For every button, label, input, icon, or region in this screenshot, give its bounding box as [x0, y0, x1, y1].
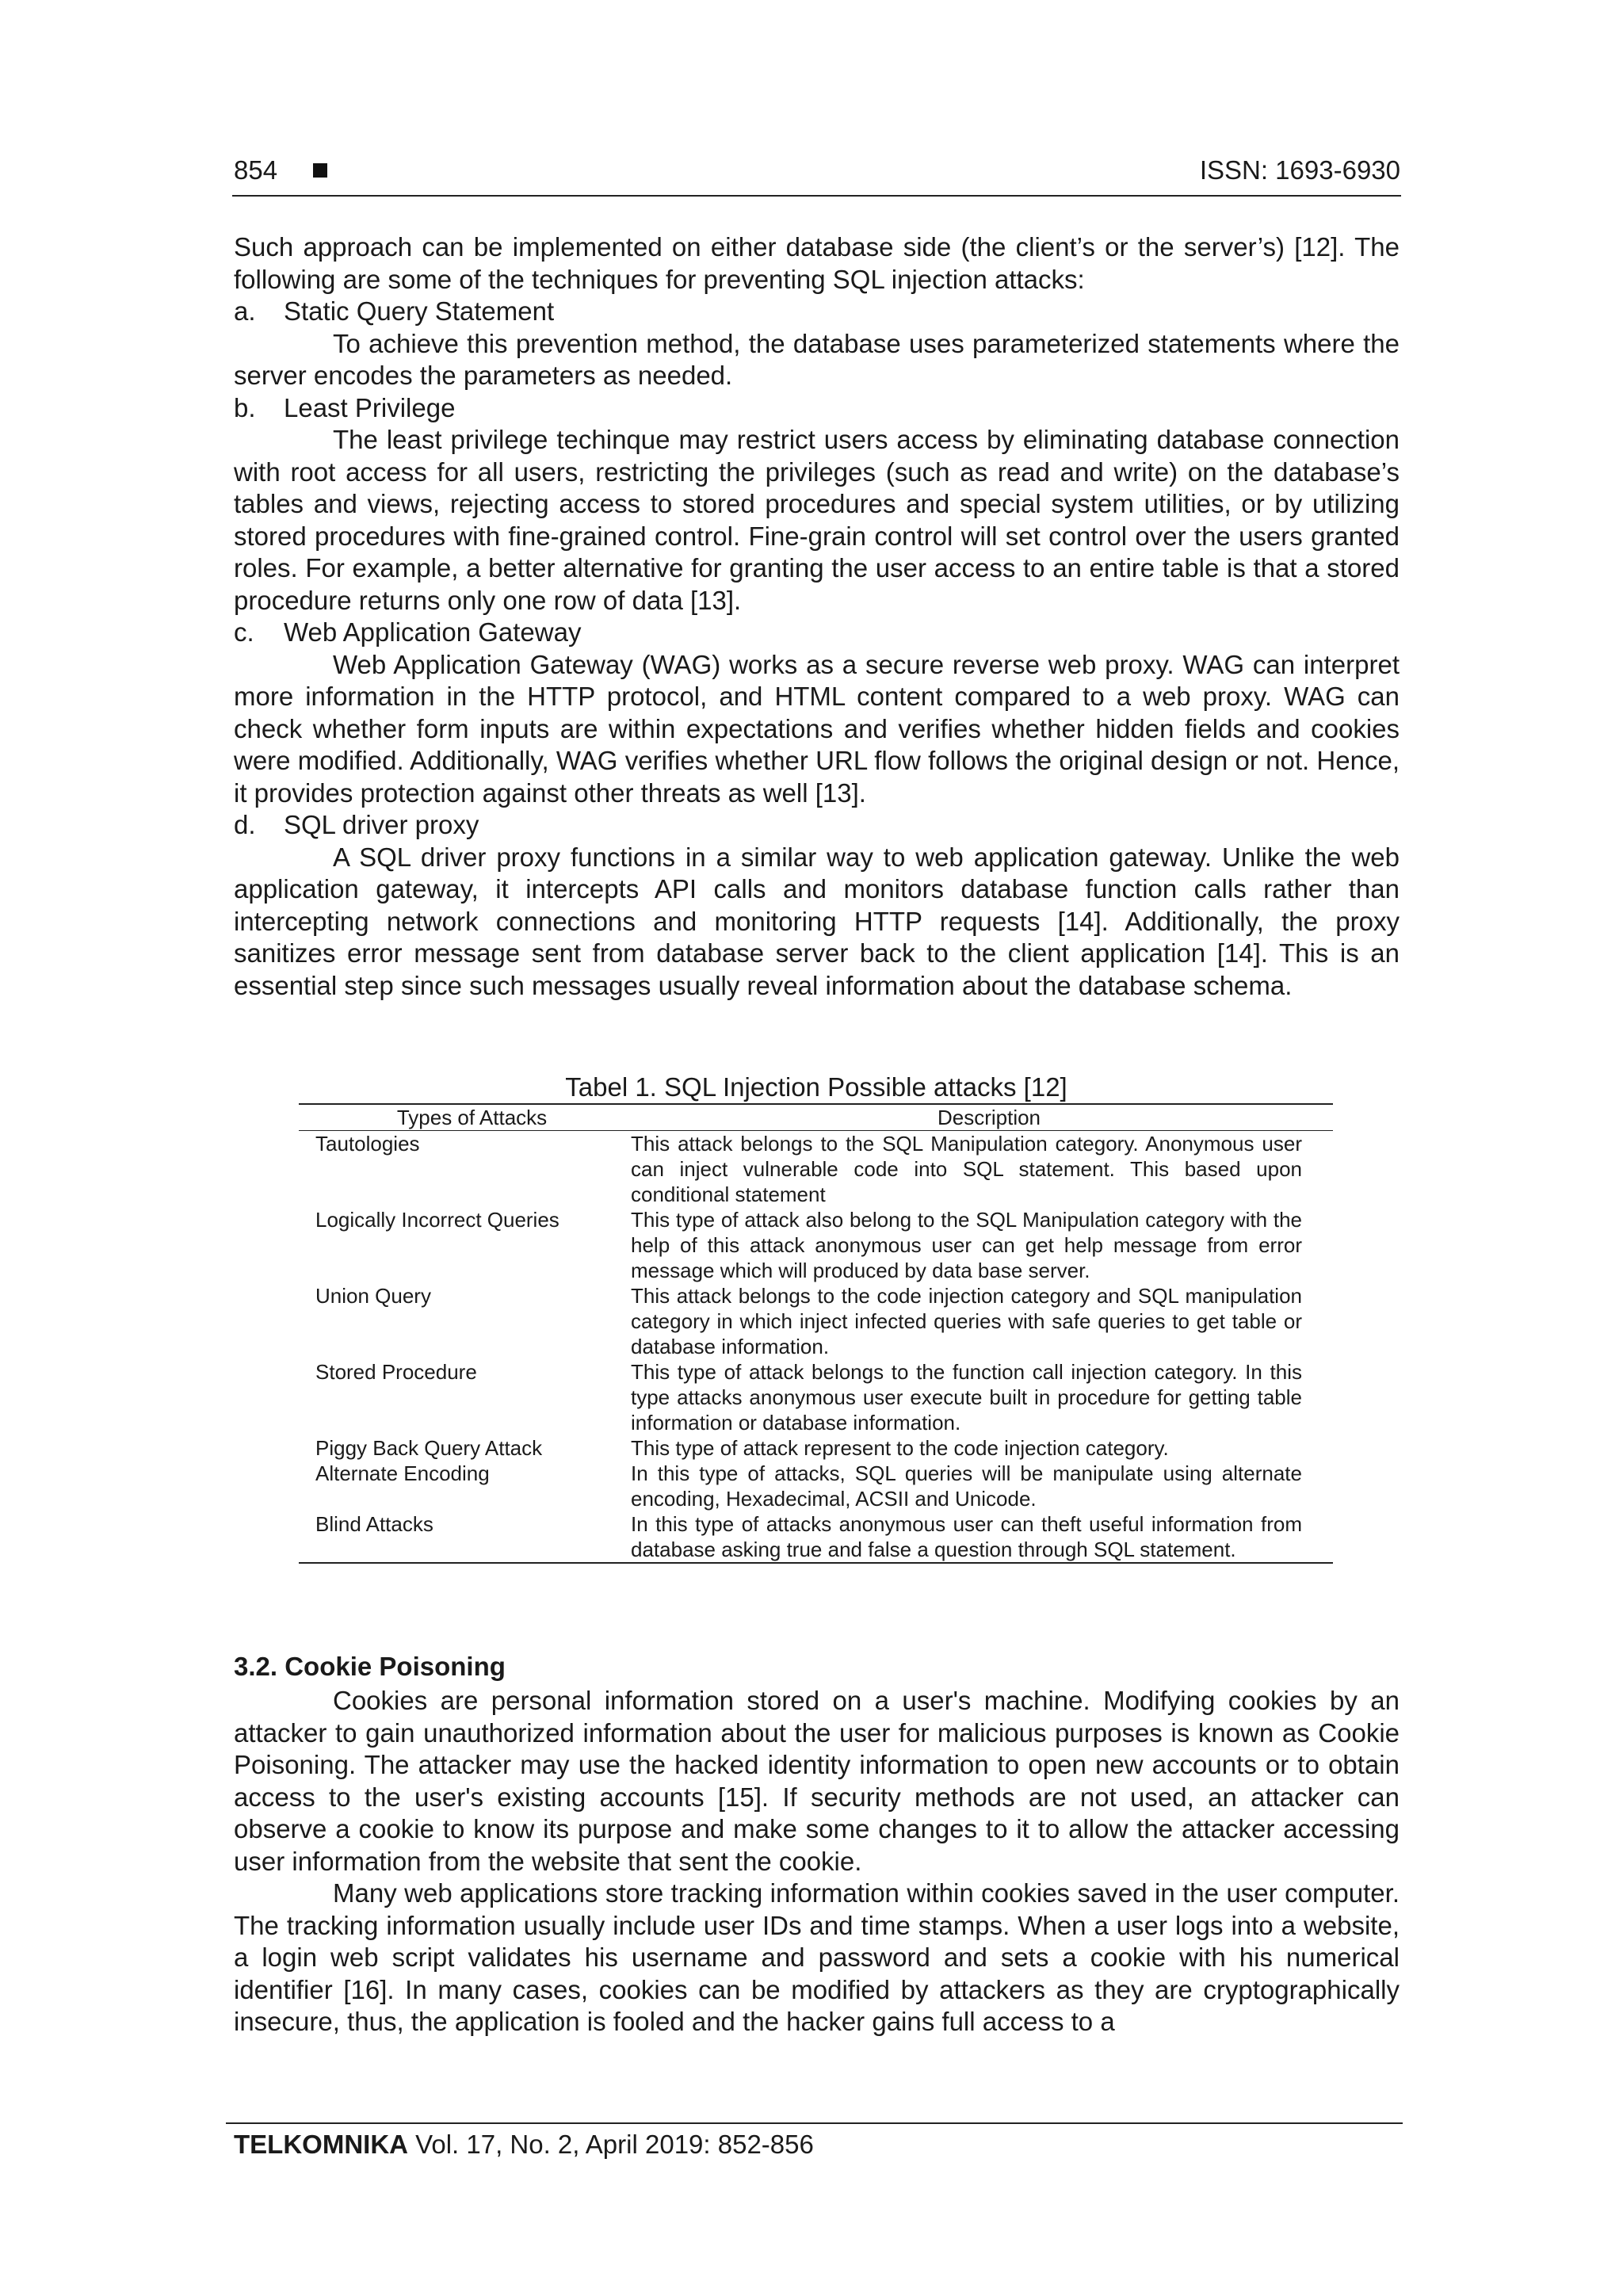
list-title: SQL driver proxy [284, 810, 479, 839]
list-letter: d. [234, 810, 256, 839]
list-item-heading [234, 617, 1400, 649]
table-row [299, 1131, 1333, 1207]
table-cell-description: This attack belongs to the code injection category and SQL manipulation category in which inject infected queries with safe queries to get table or database information. [631, 1284, 1302, 1358]
body-text [234, 231, 1400, 1002]
table-cell-type: Piggy Back Query Attack [315, 1436, 543, 1460]
list-letter: b. [234, 392, 256, 422]
section-heading: 3.2. Cookie Poisoning [234, 1652, 506, 1681]
table-cell-type: Alternate Encoding [315, 1461, 490, 1485]
table-cell-description: In this type of attacks, SQL queries will be manipulate using alternate encoding, Hexadecimal, ACSII and Unicode. [631, 1461, 1302, 1511]
page-number: 854 [234, 155, 278, 185]
list-item-heading [234, 296, 1400, 328]
list-paragraph: Web Application Gateway (WAG) works as a secure reverse web proxy. WAG can interpret more information in the HTTP protocol, and HTML content compared to a web proxy. WAG can check whether form inputs are within expectations and verifies whether hidden fields and cookies were modified. Additionally, WAG verifies whether URL flow follows the original design or not. Hence, it provides protection against other threats as well [13]. [234, 649, 1400, 808]
running-footer [234, 2129, 814, 2160]
table-row [299, 1511, 1333, 1562]
table-cell-description: This attack belongs to the SQL Manipulation category. Anonymous user can inject vulnerable code into SQL statement. This based upon conditional statement [631, 1132, 1302, 1206]
list-item-heading [234, 809, 1400, 842]
section-paragraph: Many web applications store tracking information within cookies saved in the user computer. The tracking information usually include user IDs and time stamps. When a user logs into a website, a login web script validates his username and password and sets a cookie with his numerical identifier [16]. In many cases, cookies can be modified by attackers as they are cryptographically insecure, thus, the application is fooled and the hacker gains full access to a [234, 1878, 1400, 2036]
section-body [234, 1685, 1400, 2038]
header-rule [232, 195, 1401, 197]
table-header-cell: Types of Attacks [396, 1106, 548, 1129]
table-cell-description: This type of attack also belong to the SQL Manipulation category with the help of this attack anonymous user can get help message from error message which will produced by data base server. [631, 1208, 1302, 1282]
list-letter: a. [234, 296, 256, 326]
list-title: Static Query Statement [284, 296, 555, 326]
table-row [299, 1461, 1333, 1511]
table-cell-type: Tautologies [315, 1132, 420, 1156]
intro-paragraph: Such approach can be implemented on either database side (the client’s or the server’s) [12]. The following are some of the techniques for preventing SQL injection attacks: [234, 232, 1400, 294]
list-title: Least Privilege [284, 392, 456, 422]
footer-rule [226, 2122, 1403, 2124]
table-cell-description: This type of attack belongs to the function call injection category. In this type attacks anonymous user execute built in procedure for getting table information or database information. [631, 1360, 1302, 1435]
table-row [299, 1283, 1333, 1359]
attacks-table [299, 1103, 1333, 1564]
table-cell-description: This type of attack represent to the code injection category. [631, 1436, 1169, 1460]
table-cell-description: In this type of attacks anonymous user can theft useful information from database asking true and false a question through SQL statement. [631, 1512, 1302, 1561]
running-header [234, 155, 1400, 195]
journal-issue-info: Vol. 17, No. 2, April 2019: 852-856 [407, 2130, 814, 2159]
table-cell-type: Logically Incorrect Queries [315, 1208, 559, 1232]
table-cell-type: Union Query [315, 1284, 431, 1308]
table-row [299, 1359, 1333, 1435]
table-caption: Tabel 1. SQL Injection Possible attacks [12] [565, 1072, 1067, 1102]
table-header-cell: Description [937, 1106, 1041, 1129]
table-row [299, 1435, 1333, 1461]
table-cell-type: Stored Procedure [315, 1360, 477, 1384]
list-title: Web Application Gateway [284, 617, 582, 647]
square-bullet-icon [313, 163, 327, 178]
list-paragraph: To achieve this prevention method, the database uses parameterized statements where the server encodes the parameters as needed. [234, 328, 1400, 390]
list-item-heading [234, 392, 1400, 425]
table-row [299, 1207, 1333, 1283]
journal-name: TELKOMNIKA [234, 2130, 408, 2159]
section-paragraph: Cookies are personal information stored on a user's machine. Modifying cookies by an attacker to gain unauthorized information about the user for malicious purposes is known as Cookie Poisoning. The attacker may use the hacked identity information to open new accounts or to obtain access to the user's existing accounts [15]. If security methods are not used, an attacker can observe a cookie to know its purpose and make some changes to it to allow the attacker accessing user information from the website that sent the cookie. [234, 1686, 1400, 1876]
issn: ISSN: 1693-6930 [1199, 155, 1400, 185]
table-header-row [299, 1105, 1333, 1131]
list-paragraph: The least privilege techinque may restrict users access by eliminating database connection with root access for all users, restricting the privileges (such as read and write) on the database’s tables and views, rejecting access to stored procedures and special system utilities, or by utilizing stored procedures with fine-grained control. Fine-grain control will set control over the users granted roles. For example, a better alternative for granting the user access to an entire table is that a stored procedure returns only one row of data [13]. [234, 425, 1400, 615]
table-cell-type: Blind Attacks [315, 1512, 433, 1536]
list-letter: c. [234, 617, 254, 647]
list-paragraph: A SQL driver proxy functions in a similar way to web application gateway. Unlike the web application gateway, it intercepts API calls and monitors database function calls rather than intercepting network connections and monitoring HTTP requests [14]. Additionally, the proxy sanitizes error message sent from database server back to the client application [14]. This is an essential step since such messages usually reveal information about the database schema. [234, 842, 1400, 1000]
